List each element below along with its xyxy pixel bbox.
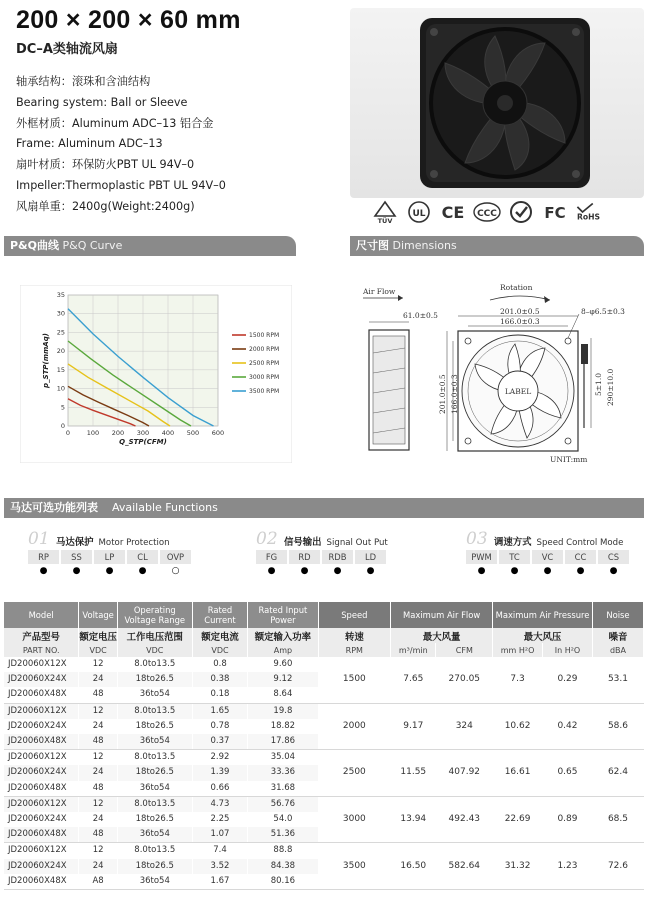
spec-frame-en: Frame: Aluminum ADC–13 [16,137,163,151]
functions-header-cn: 马达可选功能列表 [10,501,98,514]
cell-op-range: 36to54 [117,734,192,750]
cell-airflow-cfm: 407.92 [436,750,493,797]
cell-model: JD20060X12X [4,843,79,859]
cell-airflow-m3: 7.65 [391,657,436,703]
cell-voltage: 48 [79,827,118,843]
cell-model: JD20060X24X [4,812,79,827]
svg-text:RoHS: RoHS [576,212,601,222]
function-code: OVP [160,550,191,564]
th-unit-mmh2o: mm H²O [493,643,543,657]
function-title-cn: 马达保护 [56,537,94,548]
x-tick-label: 400 [161,429,175,437]
function-mark: ● [39,566,48,576]
function-title-cn: 信号输出 [284,537,322,548]
function-code: VC [532,550,563,564]
cell-pressure-mm: 10.62 [493,703,543,750]
cell-power: 35.04 [248,750,318,766]
cell-voltage: 24 [79,765,118,780]
cell-model: JD20060X12X [4,703,79,719]
cell-model: JD20060X24X [4,672,79,687]
cell-pressure-in: 0.89 [543,796,593,843]
th-speed: Speed [318,602,391,628]
function-option [355,550,386,578]
functions-header [4,498,644,518]
th-cn-airflow: 最大风量 [391,628,493,643]
cell-speed: 1500 [318,657,391,703]
cell-airflow-m3: 16.50 [391,843,436,890]
cell-op-range: 36to54 [117,781,192,797]
function-title-cn: 调速方式 [494,537,532,548]
cell-op-range: 18to26.5 [117,859,192,874]
function-title-en: Signal Out Put [326,538,388,548]
rohs-check-icon [506,200,535,224]
th-airflow: Maximum Air Flow [391,602,493,628]
function-option [532,550,563,578]
spec-list [16,72,346,218]
cell-pressure-in: 1.23 [543,843,593,890]
cell-model: JD20060X12X [4,750,79,766]
cell-current: 2.25 [192,812,248,827]
cell-pressure-mm: 31.32 [493,843,543,890]
function-title [284,534,388,548]
th-model: Model [4,602,79,628]
cell-current: 0.8 [192,657,248,672]
cell-pressure-mm: 22.69 [493,796,543,843]
th-current: Rated Current [192,602,248,628]
th-cn-current: 额定电流 [192,628,248,643]
svg-text:FC: FC [543,204,566,222]
function-mark: ● [510,566,519,576]
cell-power: 84.38 [248,859,318,874]
cell-current: 4.73 [192,796,248,812]
wire-a-dim: 5±1.0 [594,373,603,396]
table-row [4,657,644,672]
cell-voltage: 48 [79,734,118,750]
th-pressure: Maximum Air Pressure [493,602,593,628]
th-unit-inh2o: In H²O [543,643,593,657]
function-option [499,550,530,578]
cell-power: 33.36 [248,765,318,780]
function-code: LP [94,550,125,564]
cell-voltage: 24 [79,672,118,687]
spec-table [4,602,644,890]
cell-model: JD20060X48X [4,734,79,750]
y-tick-label: 0 [60,422,65,430]
th-unit-vdc1: VDC [79,643,118,657]
y-tick-label: 25 [56,328,65,337]
th-cn-speed: 转速 [318,628,391,643]
width-outer-dim: 201.0±0.5 [500,307,540,316]
spec-impeller-cn: 扇叶材质：环保防火PBT UL 94V–0 [16,158,195,172]
cell-current: 0.38 [192,672,248,687]
dim-header-cn: 尺寸图 [356,239,389,252]
dimensions-drawing [355,278,645,468]
spec-bearing-cn: 轴承结构：滚珠和含油结构 [16,75,151,88]
cell-current: 0.66 [192,781,248,797]
function-option [94,550,125,578]
y-tick-label: 30 [56,309,65,318]
function-code: CS [598,550,629,564]
pq-chart-svg [20,285,292,463]
cell-power: 9.12 [248,672,318,687]
cell-model: JD20060X48X [4,781,79,797]
table-header-en [4,602,644,628]
cell-airflow-cfm: 492.43 [436,796,493,843]
th-op-range: Operating Voltage Range [117,602,192,628]
fan-label: LABEL [504,387,532,396]
spec-weight: 风扇单重：2400g(Weight:2400g) [16,199,195,213]
ccc-icon [472,200,501,224]
function-option [598,550,629,578]
function-code: CL [127,550,158,564]
cell-pressure-in: 0.42 [543,703,593,750]
th-noise: Noise [592,602,643,628]
spec-impeller-en: Impeller:Thermoplastic PBT UL 94V–0 [16,178,226,192]
function-option [565,550,596,578]
cell-noise: 68.5 [592,796,643,843]
cell-model: JD20060X12X [4,796,79,812]
function-mark: ○ [171,566,180,576]
function-option [322,550,353,578]
svg-text:CE: CE [441,203,464,222]
width-hole-dim: 166.0±0.3 [500,317,540,326]
cell-model: JD20060X48X [4,827,79,843]
cell-power: 18.82 [248,719,318,734]
cell-pressure-mm: 16.61 [493,750,543,797]
function-option [466,550,497,578]
cell-power: 17.86 [248,734,318,750]
y-tick-label: 20 [56,347,65,356]
function-mark: ● [138,566,147,576]
pq-header-cn: P&Q曲线 [10,239,60,252]
function-option [256,550,287,578]
function-title-en: Motor Protection [98,538,170,548]
cell-op-range: 36to54 [117,874,192,890]
x-tick-label: 200 [111,429,125,437]
cell-current: 2.92 [192,750,248,766]
th-unit-vdc2: VDC [117,643,192,657]
function-mark: ● [300,566,309,576]
function-title [56,534,170,548]
th-unit-cfm: CFM [436,643,493,657]
x-tick-label: 0 [65,429,71,437]
cell-voltage: 48 [79,781,118,797]
cell-airflow-m3: 9.17 [391,703,436,750]
svg-text:TÜV: TÜV [377,217,392,224]
th-cn-power: 额定输入功率 [248,628,318,643]
cell-op-range: 8.0to13.5 [117,796,192,812]
th-power: Rated Input Power [248,602,318,628]
function-code: PWM [466,550,497,564]
function-mark: ● [72,566,81,576]
th-cn-pressure: 最大风压 [493,628,593,643]
function-number: 01 [28,529,50,549]
cell-airflow-cfm: 582.64 [436,843,493,890]
certification-logos [370,197,630,227]
function-number: 02 [256,529,278,549]
cell-op-range: 36to54 [117,827,192,843]
function-code: FG [256,550,287,564]
th-cn-op-range: 工作电压范围 [117,628,192,643]
cell-current: 0.37 [192,734,248,750]
cell-current: 0.18 [192,687,248,703]
function-code: SS [61,550,92,564]
dim-header-en: Dimensions [392,239,457,252]
cell-op-range: 36to54 [117,687,192,703]
y-tick-label: 35 [56,291,65,299]
cell-current: 3.52 [192,859,248,874]
cell-voltage: 24 [79,859,118,874]
cell-current: 1.39 [192,765,248,780]
cell-speed: 3500 [318,843,391,890]
cell-model: JD20060X12X [4,657,79,672]
svg-text:UL: UL [411,209,426,219]
cell-power: 19.8 [248,703,318,719]
cell-airflow-cfm: 324 [436,703,493,750]
cell-noise: 72.6 [592,843,643,890]
cell-airflow-m3: 11.55 [391,750,436,797]
cell-voltage: 12 [79,703,118,719]
x-tick-label: 600 [211,429,225,437]
legend-label: 2500 RPM [249,360,280,367]
cell-op-range: 8.0to13.5 [117,843,192,859]
x-tick-label: 100 [86,429,100,437]
cell-current: 0.78 [192,719,248,734]
cell-model: JD20060X24X [4,719,79,734]
th-unit-part: PART NO. [4,643,79,657]
cell-op-range: 8.0to13.5 [117,657,192,672]
cell-model: JD20060X24X [4,765,79,780]
th-unit-dba: dBA [592,643,643,657]
cell-current: 1.67 [192,874,248,890]
spec-bearing-en: Bearing system: Ball or Sleeve [16,95,188,109]
cell-voltage: 24 [79,719,118,734]
function-mark: ● [576,566,585,576]
cell-model: JD20060X24X [4,859,79,874]
ul-icon [404,200,433,224]
function-option [127,550,158,578]
table-header-units [4,643,644,657]
y-tick-label: 15 [56,365,65,374]
cell-power: 9.60 [248,657,318,672]
function-mark: ● [333,566,342,576]
cell-speed: 3000 [318,796,391,843]
function-grid [256,550,388,578]
legend-label: 3500 RPM [249,388,280,395]
function-code: RP [28,550,59,564]
rohs-icon [574,200,603,224]
cell-speed: 2000 [318,703,391,750]
cell-current: 1.65 [192,703,248,719]
table-row [4,843,644,859]
cell-airflow-cfm: 270.05 [436,657,493,703]
pq-curve-header [4,236,296,256]
x-tick-label: 500 [186,429,200,437]
th-cn-voltage: 额定电压 [79,628,118,643]
function-mark: ● [477,566,486,576]
cell-model: JD20060X48X [4,687,79,703]
cell-op-range: 18to26.5 [117,719,192,734]
air-flow-label: Air Flow [363,287,396,296]
cell-voltage: 24 [79,812,118,827]
cell-voltage: 12 [79,750,118,766]
function-mark: ● [105,566,114,576]
cell-speed: 2500 [318,750,391,797]
y-tick-label: 5 [60,403,65,412]
cell-op-range: 18to26.5 [117,765,192,780]
function-code: RD [289,550,320,564]
cell-voltage: 12 [79,796,118,812]
legend-label: 1500 RPM [249,332,280,339]
cell-voltage: 12 [79,843,118,859]
pq-curve-chart [20,285,292,463]
functions-header-en: Available Functions [112,501,218,514]
x-tick-label: 300 [136,429,150,437]
th-cn-model: 产品型号 [4,628,79,643]
function-code: LD [355,550,386,564]
depth-dim: 61.0±0.5 [403,311,438,320]
cell-voltage: A8 [79,874,118,890]
wire-b-dim: 290±10.0 [606,368,615,406]
function-option [28,550,59,578]
function-number: 03 [466,529,488,549]
th-voltage: Voltage [79,602,118,628]
function-option [160,550,191,578]
th-unit-m3min: m³/min [391,643,436,657]
table-row [4,796,644,812]
function-mark: ● [543,566,552,576]
height-outer-dim: 201.0±0.5 [438,374,447,414]
cell-op-range: 18to26.5 [117,812,192,827]
function-mark: ● [609,566,618,576]
table-row [4,703,644,719]
rotation-label: Rotation [500,283,533,292]
cell-pressure-in: 0.29 [543,657,593,703]
function-mark: ● [366,566,375,576]
function-grid [28,550,193,578]
product-title: 200 × 200 × 60 mm [16,6,241,34]
function-title-en: Speed Control Mode [536,538,624,548]
th-unit-amp: Amp [248,643,318,657]
cell-power: 8.64 [248,687,318,703]
svg-text:CCC: CCC [476,209,497,219]
tuv-icon [370,200,399,224]
cell-voltage: 48 [79,687,118,703]
cell-pressure-mm: 7.3 [493,657,543,703]
cell-airflow-m3: 13.94 [391,796,436,843]
cell-noise: 62.4 [592,750,643,797]
hole-dim: 8–φ6.5±0.3 [581,307,625,316]
th-cn-noise: 噪音 [592,628,643,643]
cell-noise: 53.1 [592,657,643,703]
cell-model: JD20060X48X [4,874,79,890]
function-title [494,534,623,548]
function-grid [466,550,631,578]
cell-power: 88.8 [248,843,318,859]
function-option [289,550,320,578]
th-unit-vdc3: VDC [192,643,248,657]
cell-power: 56.76 [248,796,318,812]
product-photo [350,8,644,198]
height-hole-dim: 166.0±0.3 [450,374,459,414]
y-axis-label: p_STP(mmAq) [42,333,50,388]
cell-power: 31.68 [248,781,318,797]
legend-label: 3000 RPM [249,374,280,381]
function-code: TC [499,550,530,564]
cell-op-range: 8.0to13.5 [117,750,192,766]
cell-op-range: 8.0to13.5 [117,703,192,719]
product-subtitle: DC–A类轴流风扇 [16,42,118,57]
function-code: CC [565,550,596,564]
function-option [61,550,92,578]
cell-power: 80.16 [248,874,318,890]
spec-table-body [4,657,644,890]
cell-op-range: 18to26.5 [117,672,192,687]
spec-frame-cn: 外框材质：Aluminum ADC–13 铝合金 [16,116,214,130]
y-tick-label: 10 [56,384,65,393]
dimensions-header [350,236,644,256]
th-unit-rpm: RPM [318,643,391,657]
cell-voltage: 12 [79,657,118,672]
unit-label: UNIT:mm [550,455,588,464]
pq-header-en: P&Q Curve [62,239,123,252]
cell-power: 54.0 [248,812,318,827]
ce-icon [438,200,467,224]
legend-label: 2000 RPM [249,346,280,353]
cell-power: 51.36 [248,827,318,843]
x-axis-label: Q_STP(CFM) [119,438,167,446]
table-header-cn [4,628,644,643]
cell-current: 1.07 [192,827,248,843]
table-row [4,750,644,766]
cell-noise: 58.6 [592,703,643,750]
cell-current: 7.4 [192,843,248,859]
function-mark: ● [267,566,276,576]
cell-pressure-in: 0.65 [543,750,593,797]
function-code: RDB [322,550,353,564]
fc-icon [540,200,569,224]
